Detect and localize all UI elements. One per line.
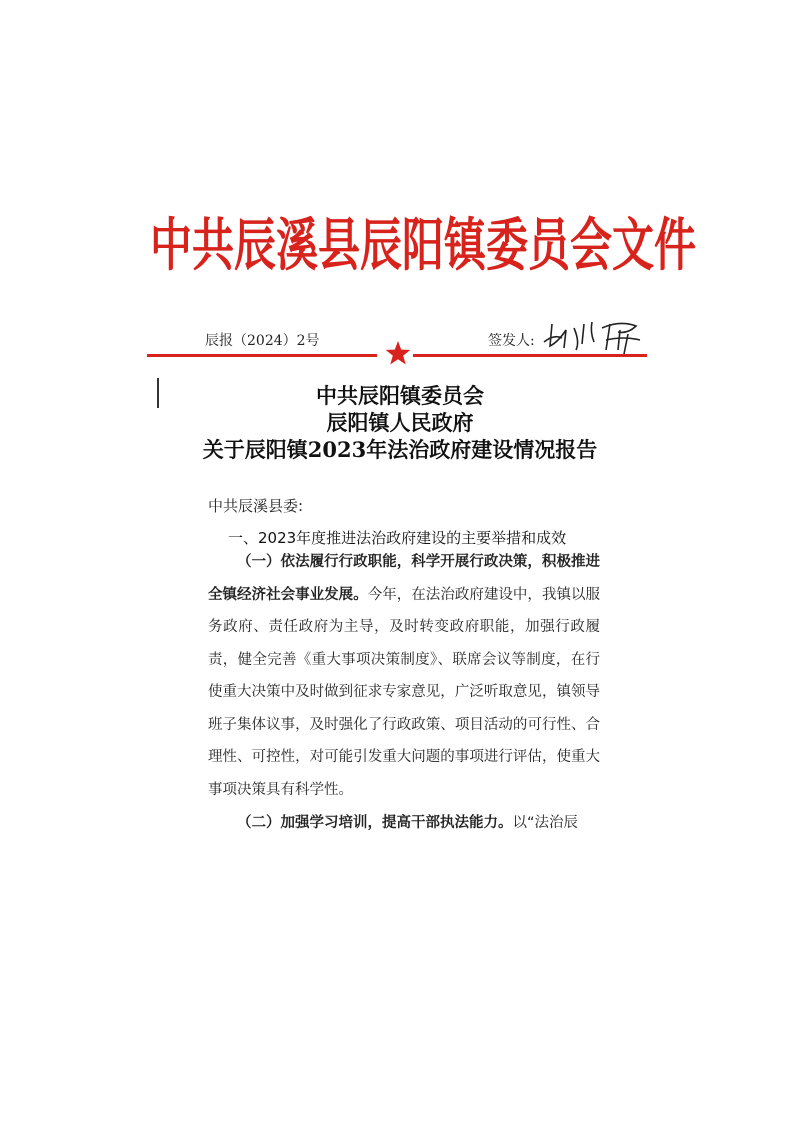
issuer-line-1: 中共辰阳镇委员会 <box>316 383 484 408</box>
document-number: 辰报（2024）2号 <box>205 333 320 349</box>
addressee: 中共辰溪县委: <box>208 497 304 515</box>
document-header-title: 中共辰溪县辰阳镇委员会文件 <box>150 211 697 278</box>
paragraph-2-heading: （二）加强学习培训，提高干部执法能力。 <box>237 815 513 831</box>
body-text <box>208 546 600 840</box>
paragraph-1-heading: （一）依法履行行政职能，科学开展行政决策，积极推进全镇经济社会事业发展。 <box>208 554 600 603</box>
header-rule-left <box>147 354 377 357</box>
paragraph-2 <box>208 807 600 840</box>
header-rule-right <box>413 354 647 357</box>
paragraph-2-text: 以“法治辰 <box>512 815 579 831</box>
signer-label: 签发人: <box>488 333 535 349</box>
section-heading: 一、2023年度推进法治政府建设的主要举措和成效 <box>228 529 567 547</box>
issuer-line-2: 辰阳镇人民政府 <box>326 410 474 435</box>
report-subject-line: 关于辰阳镇2023年法治政府建设情况报告 <box>202 437 598 462</box>
paragraph-1 <box>208 546 600 806</box>
handwritten-signature <box>540 312 660 356</box>
report-title <box>150 382 650 463</box>
star-icon <box>385 340 411 366</box>
paragraph-1-text: 今年，在法治政府建设中，我镇以服务政府、责任政府为主导，及时转变政府职能，加强行政履责，健全完善《重大事项决策制度》、联席会议等制度，在行使重大决策中及时做到征求专家意见，广泛听取意见，镇领导班子集体议事，及时强化了行政政策、项目活动的可行性、合理性、可控性，对可能引发重大问题的事项进行评估，使重大事项决策具有科学性。 <box>208 586 601 798</box>
